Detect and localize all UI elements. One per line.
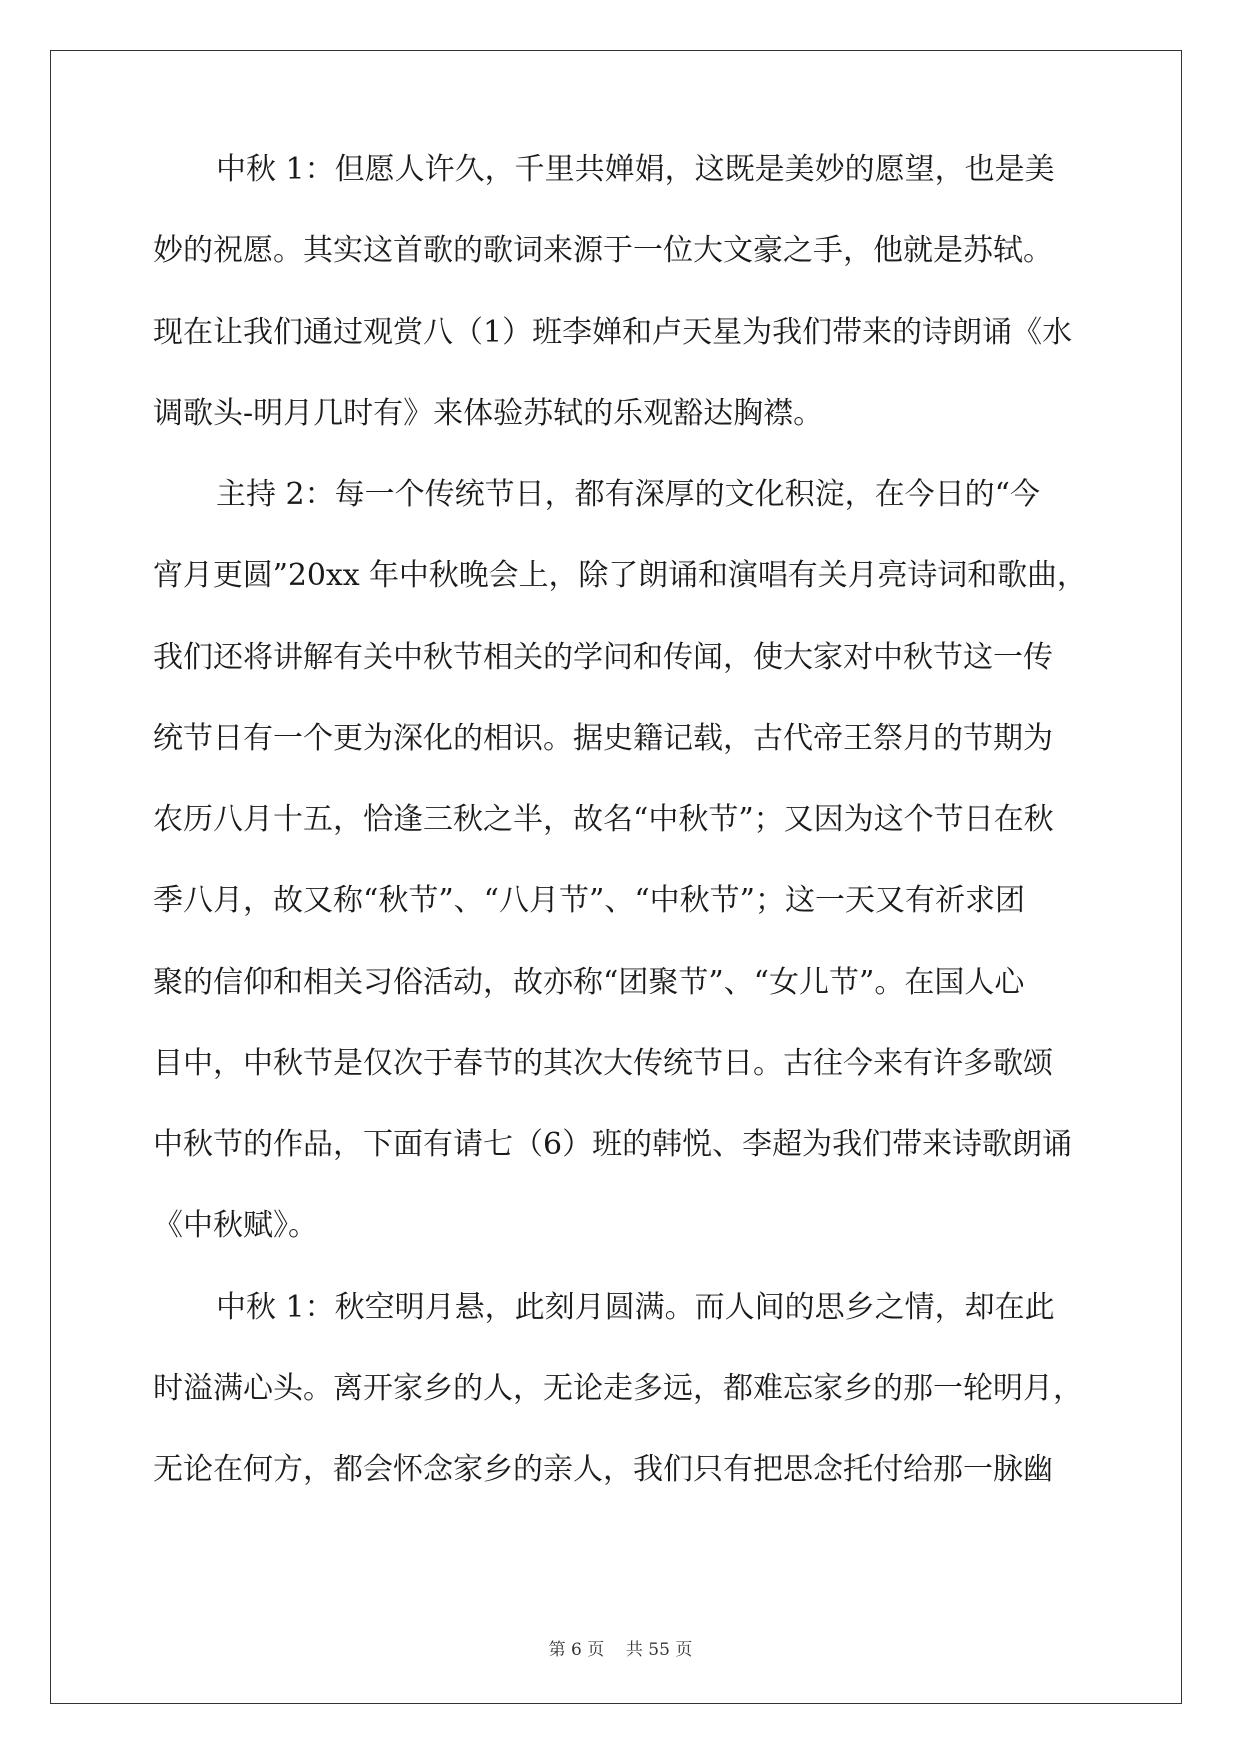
text-line: 中秋节的作品，下面有请七（6）班的韩悦、李超为我们带来诗歌朗诵	[153, 1127, 1073, 1162]
text-line: 农历八月十五，恰逢三秋之半，故名“中秋节”；又因为这个节日在秋	[153, 802, 1054, 837]
text-line: 目中，中秋节是仅次于春节的其次大传统节日。古往今来有许多歌颂	[153, 1046, 1053, 1081]
text-line: 统节日有一个更为深化的相识。据史籍记载，古代帝王祭月的节期为	[153, 721, 1053, 756]
text-line: 我们还将讲解有关中秋节相关的学问和传闻，使大家对中秋节这一传	[153, 640, 1053, 675]
text-line: 中秋 1：但愿人许久，千里共婵娟，这既是美妙的愿望，也是美	[216, 152, 1055, 187]
text-line: 调歌头-明月几时有》来体验苏轼的乐观豁达胸襟。	[153, 396, 824, 431]
text-line: 妙的祝愿。其实这首歌的歌词来源于一位大文豪之手，他就是苏轼。	[153, 233, 1053, 268]
text-line: 季八月，故又称“秋节”、“八月节”、“中秋节”；这一天又有祈求团	[153, 883, 1026, 918]
text-line: 主持 2：每一个传统节日，都有深厚的文化积淀，在今日的“今	[216, 477, 1040, 512]
text-line: 无论在何方，都会怀念家乡的亲人，我们只有把思念托付给那一脉幽	[153, 1452, 1053, 1487]
text-line: 现在让我们通过观赏八（1）班李婵和卢天星为我们带来的诗朗诵《水	[153, 315, 1073, 350]
text-line: 宵月更圆”20xx 年中秋晚会上，除了朗诵和演唱有关月亮诗词和歌曲，	[153, 558, 1087, 593]
page-number-footer: 第 6 页 共 55 页	[548, 1640, 693, 1660]
text-line: 《中秋赋》。	[153, 1208, 318, 1243]
text-line: 聚的信仰和相关习俗活动，故亦称“团聚节”、“女儿节”。在国人心	[153, 965, 1025, 1000]
text-line: 中秋 1：秋空明月悬，此刻月圆满。而人间的思乡之情，却在此	[216, 1290, 1055, 1325]
text-line: 时溢满心头。离开家乡的人，无论走多远，都难忘家乡的那一轮明月，	[153, 1371, 1083, 1406]
